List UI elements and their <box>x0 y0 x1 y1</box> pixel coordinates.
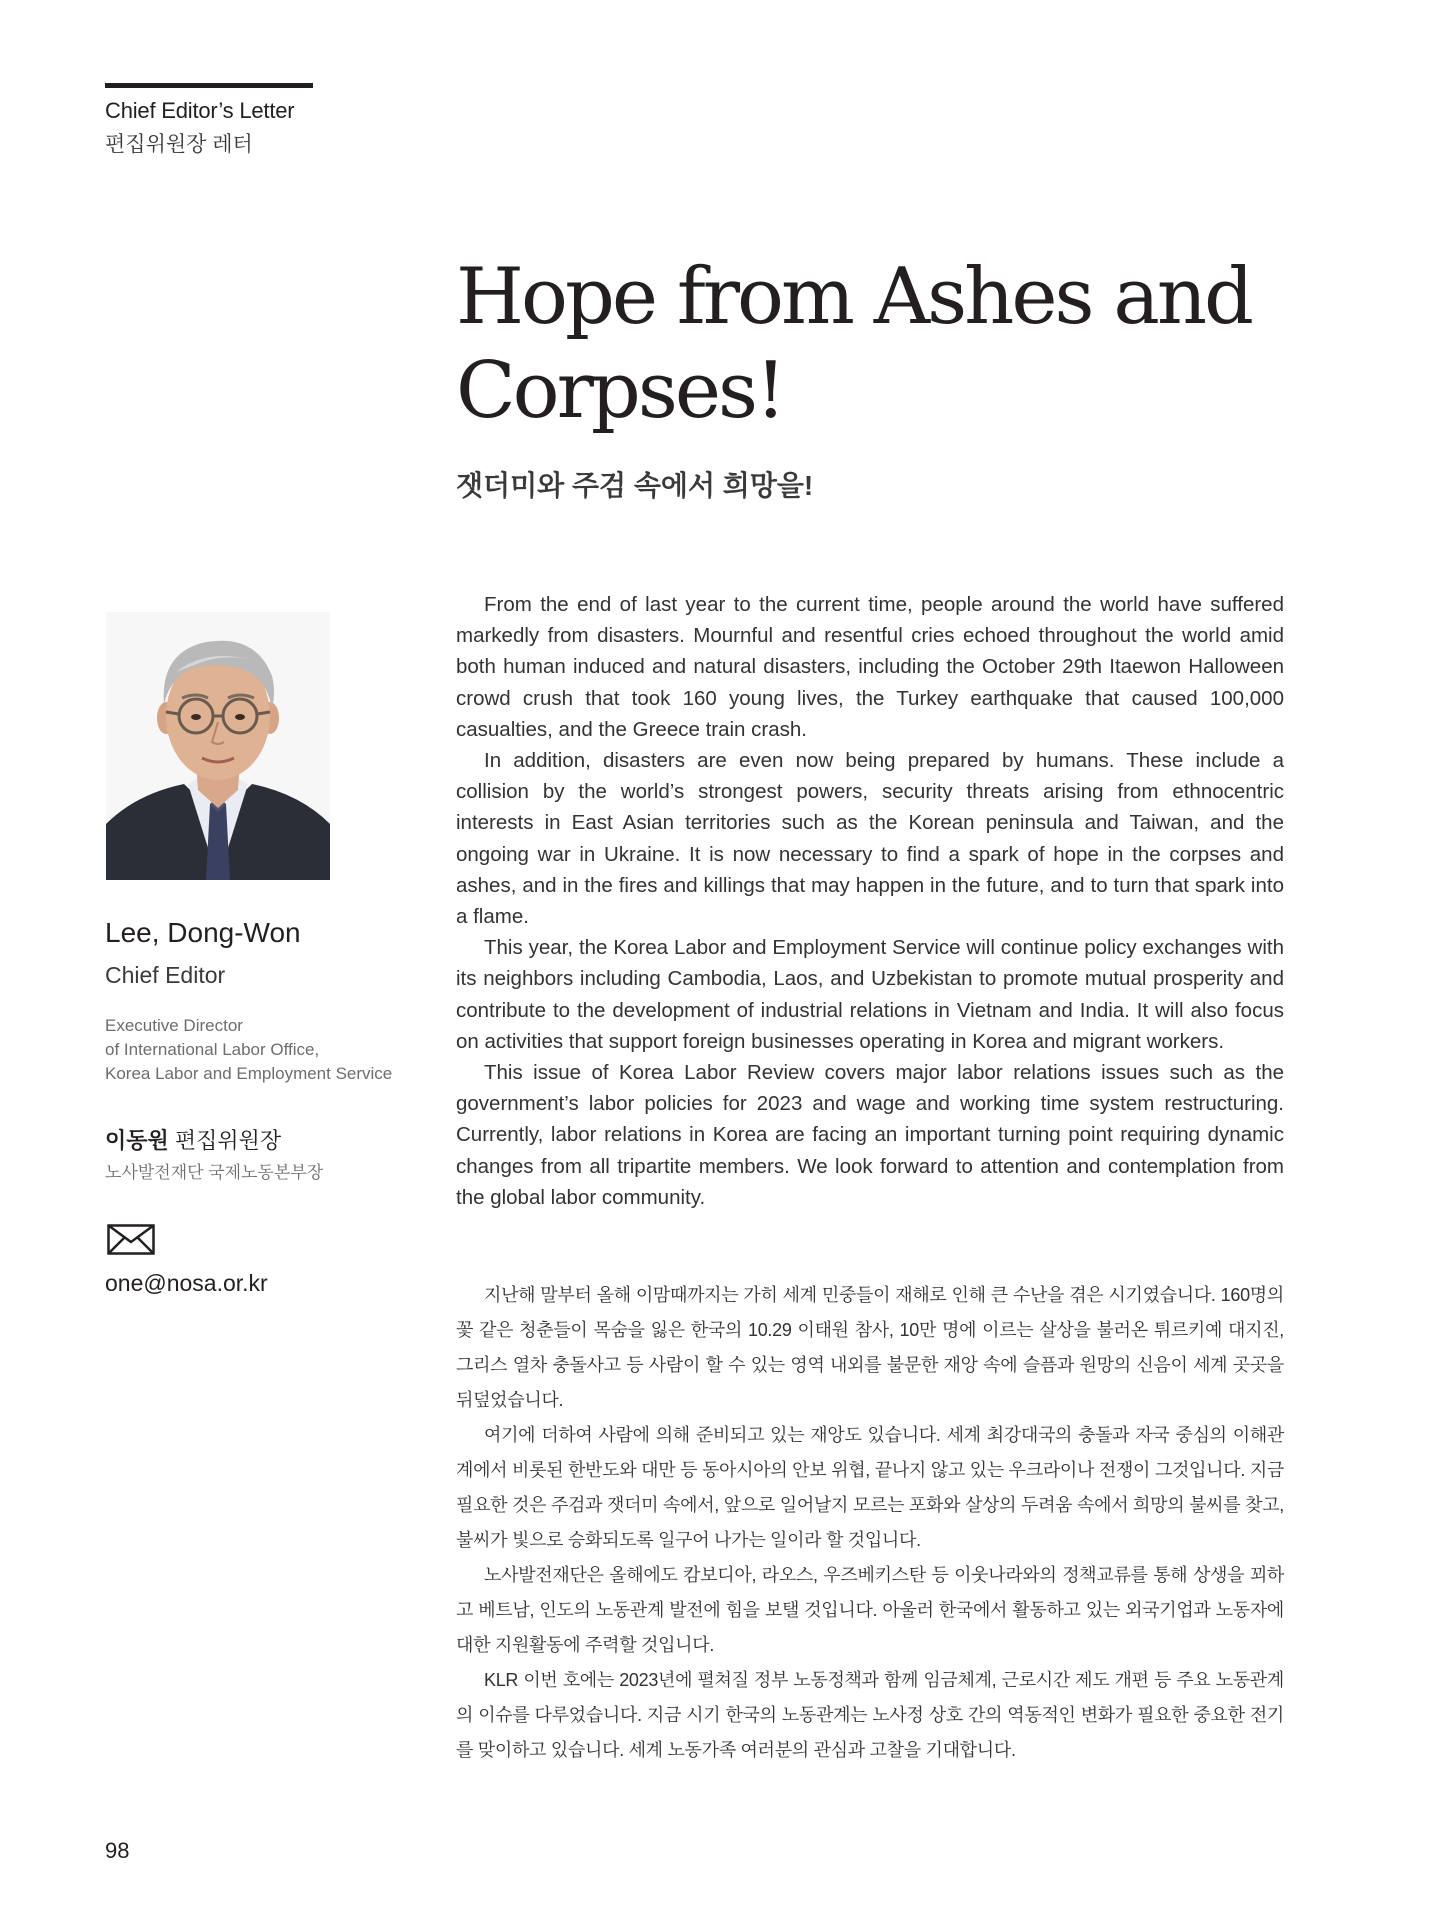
article-title <box>456 250 1356 438</box>
article-title-line-2: Corpses! <box>456 346 784 436</box>
author-email[interactable]: one@nosa.or.kr <box>105 1270 268 1296</box>
paragraph-ko: 지난해 말부터 올해 이맘때까지는 가히 세계 민중들이 재해로 인해 큰 수난을 겪은 시기였습니다. 160명의 꽃 같은 청춘들이 목숨을 잃은 한국의 10.29 이태원 참사, 10만 명에 이르는 살상을 불러온 튀르키예 대지진, 그리스 열차 충돌사고 등 사람이 할 수 있는 영역 내외를 불문한 재앙 속에 슬픔과 원망의 신음이 세계 곳곳을 뒤덮었습니다. <box>456 1285 1284 1410</box>
paragraph-ko: 노사발전재단은 올해에도 캄보디아, 라오스, 우즈베키스탄 등 이웃나라와의 정책교류를 통해 상생을 꾀하고 베트남, 인도의 노동관계 발전에 힘을 보탤 것입니다. 아울러 한국에서 활동하고 있는 외국기업과 노동자에 대한 지원활동에 주력할 것입니다. <box>456 1565 1284 1655</box>
section-label-ko: 편집위원장 레터 <box>105 133 253 156</box>
author-portrait <box>106 612 330 880</box>
author-position-line: Korea Labor and Employment Service <box>105 1064 393 1083</box>
author-role-ko: 편집위원장 <box>174 1128 282 1153</box>
author-org-ko: 노사발전재단 국제노동본부장 <box>105 1163 324 1182</box>
article-title-line-1: Hope from Ashes and <box>456 252 1251 342</box>
author-name-ko-bold: 이동원 <box>105 1128 169 1153</box>
author-name-ko <box>105 1124 281 1155</box>
section-label-en: Chief Editor’s Letter <box>105 98 295 123</box>
article-body-ko <box>456 1278 1284 1768</box>
envelope-icon <box>107 1224 155 1255</box>
paragraph-en: In addition, disasters are even now being prepared by humans. These include a collision by the world’s strongest powers, security threats arising from ethnocentric interests in East Asian territories such as the Korean peninsula and Taiwan, and the ongoing war in Ukraine. It is now necessary to find a spark of hope in the corpses and ashes, and in the fires and killings that may happen in the future, and to turn that spark into a flame. <box>456 749 1284 929</box>
paragraph-ko: KLR 이번 호에는 2023년에 펼쳐질 정부 노동정책과 함께 임금체계, 근로시간 제도 개편 등 주요 노동관계의 이슈를 다루었습니다. 지금 시기 한국의 노동관계는 노사정 상호 간의 역동적인 변화가 필요한 중요한 전기를 맞이하고 있습니다. 세계 노동가족 여러분의 관심과 고찰을 기대합니다. <box>456 1670 1284 1760</box>
author-name-en: Lee, Dong-Won <box>105 917 301 948</box>
article-subtitle-ko: 잿더미와 주검 속에서 희망을! <box>456 470 814 501</box>
paragraph-en: From the end of last year to the current time, people around the world have suffered markedly from disasters. Mournful and resentful cries echoed throughout the world amid both human induced and natural disasters, including the October 29th Itaewon Halloween crowd crush that took 160 young lives, the Turkey earthquake that caused 100,000 casualties, and the Greece train crash. <box>456 593 1284 741</box>
page-number: 98 <box>105 1838 130 1863</box>
paragraph-en: This year, the Korea Labor and Employment Service will continue policy exchanges with its neighbors including Cambodia, Laos, and Uzbekistan to promote mutual prosperity and contribute to the development of industrial relations in Vietnam and India. It will also focus on activities that support foreign businesses operating in Korea and migrant workers. <box>456 936 1284 1053</box>
paragraph-ko: 여기에 더하여 사람에 의해 준비되고 있는 재앙도 있습니다. 세계 최강대국의 충돌과 자국 중심의 이해관계에서 비롯된 한반도와 대만 등 동아시아의 안보 위협, 끝나지 않고 있는 우크라이나 전쟁이 그것입니다. 지금 필요한 것은 주검과 잿더미 속에서, 앞으로 일어날지 모르는 포화와 살상의 두려움 속에서 희망의 불씨를 찾고, 불씨가 빛으로 승화되도록 일구어 나가는 일이라 할 것입니다. <box>456 1425 1284 1550</box>
person-portrait-photo-icon <box>106 612 330 880</box>
header-rule <box>105 83 313 88</box>
article-body-en <box>456 589 1284 1213</box>
author-position-line: of International Labor Office, <box>105 1040 320 1059</box>
author-role-en: Chief Editor <box>105 962 226 988</box>
author-position <box>105 1014 392 1086</box>
author-position-line: Executive Director <box>105 1016 243 1035</box>
paragraph-en: This issue of Korea Labor Review covers major labor relations issues such as the government’s labor policies for 2023 and wage and working time system restructuring. Currently, labor relations in Korea are facing an important turning point requiring dynamic changes from all tripartite members. We look forward to attention and contemplation from the global labor community. <box>456 1061 1284 1209</box>
